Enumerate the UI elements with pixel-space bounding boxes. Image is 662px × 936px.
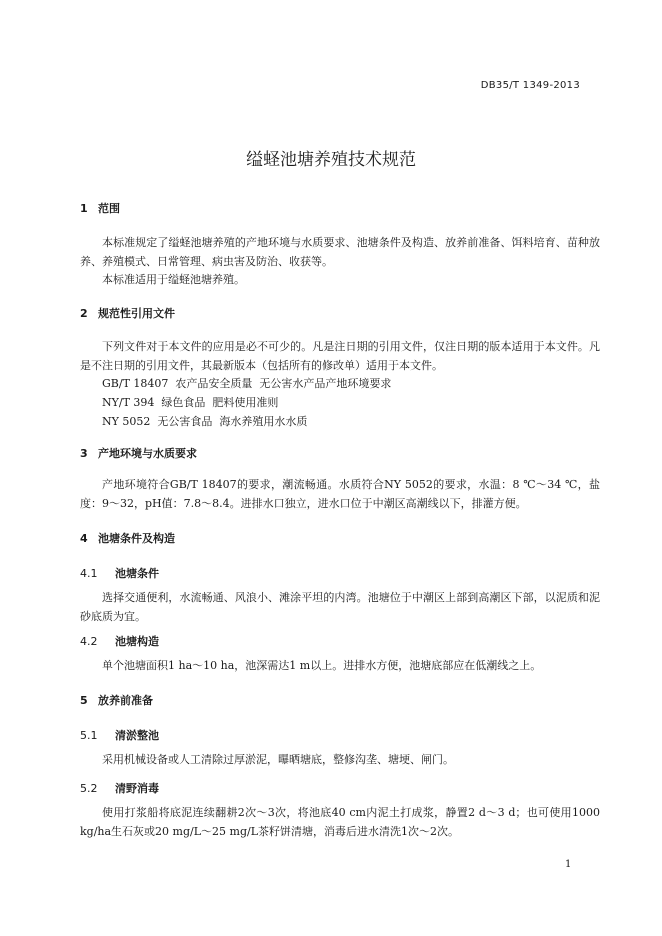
section-title: 池塘条件及构造	[98, 532, 175, 545]
section-title: 规范性引用文件	[98, 307, 175, 320]
subsection-4-1-heading	[80, 565, 159, 581]
paragraph: 选择交通便利，水流畅通、风浪小、滩涂平坦的内湾。池塘位于中潮区上部到高潮区下部，以泥质和泥砂底质为宜。	[80, 591, 600, 623]
paragraph: 单个池塘面积1 ha～10 ha，池深需达1 m以上。进排水方便，池塘底部应在低潮线之上。	[102, 659, 542, 672]
subsection-number: 5.2	[80, 782, 98, 795]
paragraph: 本标准适用于缢蛏池塘养殖。	[102, 273, 245, 286]
section-5-heading	[80, 692, 153, 708]
subsection-number: 5.1	[80, 729, 98, 742]
subsection-number: 4.1	[80, 567, 98, 580]
section-title: 放养前准备	[98, 694, 153, 707]
paragraph: 使用打浆船将底泥连续翻耕2次～3次，将池底40 cm内泥土打成浆，静置2 d～3 d；也可使用1000 kg/ha生石灰或20 mg/L～25 mg/L茶籽饼清塘，消毒后进水清洗1次～2次。	[80, 806, 600, 838]
subsection-number: 4.2	[80, 635, 98, 648]
reference-item: NY/T 394 绿色食品 肥料使用准则	[102, 396, 279, 409]
section-number: 1	[80, 202, 88, 215]
standard-code: DB35/T 1349-2013	[480, 80, 580, 91]
subsection-4-2-heading	[80, 633, 159, 649]
subsection-title: 清淤整池	[115, 729, 159, 742]
subsection-title: 清野消毒	[115, 782, 159, 795]
page-number: 1	[565, 859, 572, 870]
document-title: 缢蛏池塘养殖技术规范	[246, 150, 416, 170]
section-number: 5	[80, 694, 88, 707]
section-title: 范围	[98, 202, 120, 215]
paragraph: 产地环境符合GB/T 18407的要求，潮流畅通。水质符合NY 5052的要求，水温：8 ℃～34 ℃，盐度：9～32，pH值：7.8～8.4。进排水口独立，进水口位于中潮区高潮线以下，排灌方便。	[80, 478, 600, 510]
section-3-heading	[80, 445, 197, 461]
reference-item: GB/T 18407 农产品安全质量 无公害水产品产地环境要求	[102, 377, 392, 390]
section-title: 产地环境与水质要求	[98, 447, 197, 460]
paragraph: 采用机械设备或人工清除过厚淤泥，曝晒塘底，整修沟垄、塘埂、闸门。	[102, 753, 454, 766]
section-4-heading	[80, 530, 175, 546]
reference-item: NY 5052 无公害食品 海水养殖用水水质	[102, 415, 308, 428]
section-number: 4	[80, 532, 88, 545]
section-1-heading	[80, 200, 120, 216]
subsection-title: 池塘条件	[115, 567, 159, 580]
section-2-heading	[80, 305, 175, 321]
subsection-5-1-heading	[80, 727, 159, 743]
subsection-5-2-heading	[80, 780, 159, 796]
paragraph: 本标准规定了缢蛏池塘养殖的产地环境与水质要求、池塘条件及构造、放养前准备、饵料培育、苗种放养、养殖模式、日常管理、病虫害及防治、收获等。	[80, 236, 600, 268]
paragraph: 下列文件对于本文件的应用是必不可少的。凡是注日期的引用文件，仅注日期的版本适用于本文件。凡是不注日期的引用文件，其最新版本（包括所有的修改单）适用于本文件。	[80, 340, 600, 372]
subsection-title: 池塘构造	[115, 635, 159, 648]
section-number: 3	[80, 447, 88, 460]
section-number: 2	[80, 307, 88, 320]
